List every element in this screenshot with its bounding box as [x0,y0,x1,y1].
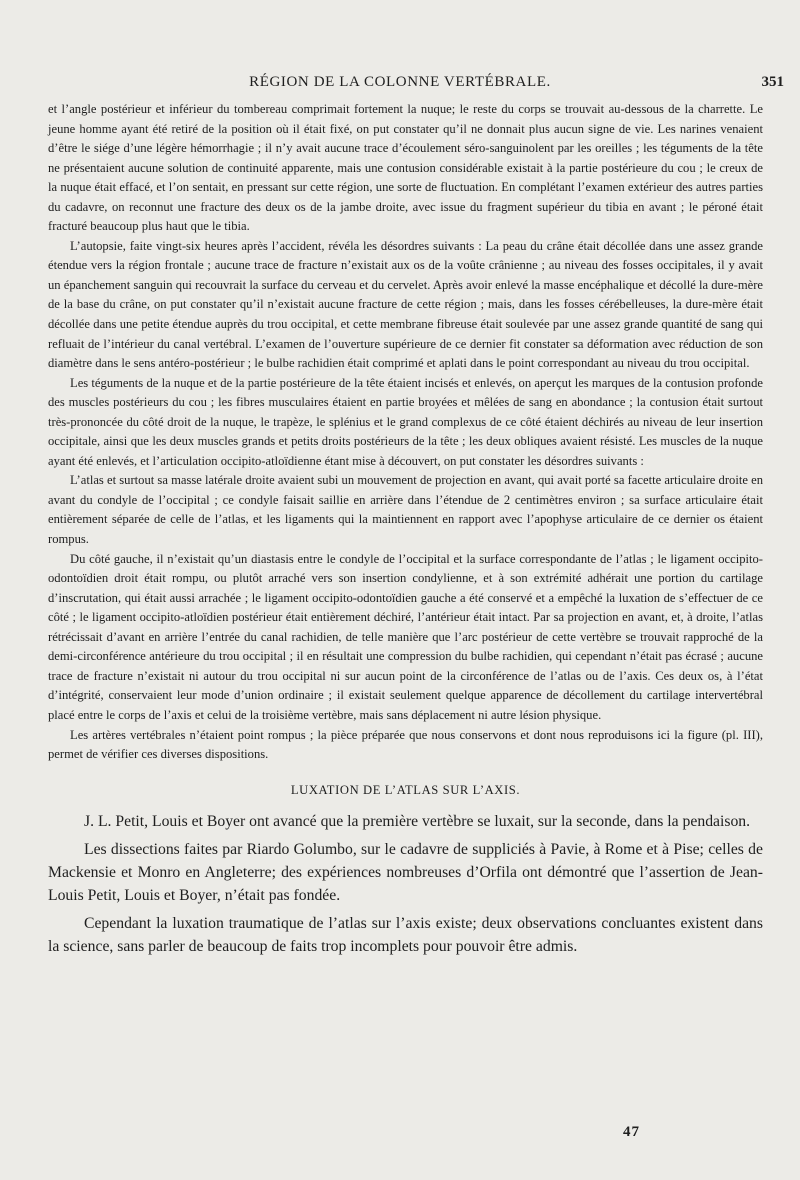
paragraph: J. L. Petit, Louis et Boyer ont avancé que la première vertèbre se luxait, sur la seconde, dans la pendaison. [84,812,751,830]
page-number: 351 [761,74,784,90]
signature-mark: 47 [623,1124,640,1140]
running-title: RÉGION DE LA COLONNE VERTÉBRALE. [249,74,551,90]
paragraph: Du côté gauche, il n’existait qu’un diastasis entre le condyle de l’occipital et la surface correspondante de l’atlas ; le ligament occipito-odontoïdien droit était rompu, ou plutôt arraché vers son insertion condylienne, et à son extrémité adhérait une portion du cartilage d’inscrutation, qui était aussi arrachée ; le ligament occipito-odontoïdien gauche a été conservé et a empêché la luxation de s’effectuer de ce côté ; le ligament occipito-atloïdien postérieur était entièrement déchiré, l’antérieur était intact. Par sa projection en avant, et, à droite, l’atlas rétrécissait d’avant en arrière l’entrée du canal rachidien, de telle manière que l’arc postérieur de cette vertèbre se trouvait rapproché de la demi-circonférence antérieure du trou occipital ; il en résultait une compression du bulbe rachidien, qui cependant n’était pas écrasé ; aucune trace de fracture n’existait ni autour du trou occipital ni sur aucun point de la circonférence de l’atlas ou de l’axis. Ces deux os, à l’état d’intégrité, conservaient leur mode d’union ordinaire ; il existait seulement quelque apparence de décollement du cartilage intervertébral placé entre le corps de l’axis et celui de la troisième vertèbre, mais sans déplacement ni autre lésion physique. [48,551,763,722]
paragraph: L’atlas et surtout sa masse latérale droite avaient subi un mouvement de projection en avant, qui avait porté sa facette articulaire droite en avant du condyle de l’occipital ; ce condyle faisait saillie en arrière dans l’étendue de 2 centimètres environ ; sa surface articulaire était entièrement séparée de celle de l’atlas, et les ligaments qui la maintiennent en rapport avec l’apophyse articulaire de ce dernier os étaient rompus. [48,473,763,547]
paragraph: Les artères vertébrales n’étaient point rompus ; la pièce préparée que nous conservons et dont nous reproduisons ici la figure (pl. III), permet de vérifier ces diverses dispositions. [48,727,763,762]
paragraph: Cependant la luxation traumatique de l’atlas sur l’axis existe; deux observations concluantes existent dans la science, sans parler de beaucoup de faits trop incomplets pour pouvoir être admis. [48,914,763,955]
page-body [48,100,763,958]
section-text [48,810,763,958]
paragraph: Les téguments de la nuque et de la partie postérieure de la tête étaient incisés et enlevés, on aperçut les marques de la contusion profonde des muscles postérieurs du cou ; les fibres musculaires étaient en partie broyées et mêlées de sang en abondance ; la contusion était surtout très-prononcée du côté droit de la nuque, le trapèze, le splénius et le grand complexus de ce côté étaient déchirés au niveau de leur insertion occipitale, ainsi que les deux muscles grands et petits droits postérieurs de la tête ; les deux obliques avaient résisté. Les muscles de la nuque ayant été enlevés, et l’articulation occipito-atloïdienne étant mise à découvert, on put constater les désordres suivants : [48,375,763,468]
paragraph: et l’angle postérieur et inférieur du tombereau comprimait fortement la nuque; le reste du corps se trouvait au-dessous de la charrette. Le jeune homme ayant été retiré de la position où il était fixé, on put constater qu’il ne donnait plus aucun signe de vie. Les narines venaient d’être le siége d’une légère hémorrhagie ; il n’y avait aucune trace d’écoulement séro-sanguinolent par les oreilles ; les téguments de la tête ne présentaient aucune solution de continuité apparente, mais une contusion considérable existait à la partie postérieure du cou ; le creux de la nuque était effacé, et l’on sentait, en pressant sur cette région, une sorte de fluctuation. En complétant l’examen extérieur des autres parties du cadavre, on reconnut une fracture des deux os de la jambe droite, avec issue du fragment supérieur du tibia en avant ; le péroné était fracturé beaucoup plus haut que le tibia. [48,102,763,234]
paragraph: L’autopsie, faite vingt-six heures après l’accident, révéla les désordres suivants : La peau du crâne était décollée dans une assez grande étendue vers la région frontale ; aucune trace de fracture n’existait aux os de la voûte crânienne ; au niveau des fosses occipitales, il y avait un épanchement sanguin qui recouvrait la surface du cerveau et du cervelet. Après avoir enlevé la masse encéphalique et décollé la dure-mère de la base du crâne, on put constater qu’il n’existait aucune fracture de cette région ; mais, dans les fosses cérébelleuses, la dure-mère était décollée dans une petite étendue auprès du trou occipital, et cette membrane fibreuse était soulevée par une assez grande quantité de sang qui refluait de l’intérieur du canal vertébral. L’examen de l’ouverture supérieure de ce dernier fit constater sa déformation avec réduction de son diamètre dans le sens antéro-postérieur ; le bulbe rachidien était comprimé et aplati dans le point correspondant au niveau du trou occipital. [48,238,763,371]
paragraph: Les dissections faites par Riardo Golumbo, sur le cadavre de suppliciés à Pavie, à Rome et à Pise; celles de Mackensie et Monro en Angleterre; des expériences nombreuses d’Orfila ont démontré que l’assertion de Jean-Louis Petit, Louis et Boyer, n’était pas fondée. [48,840,763,904]
page-header [0,74,800,94]
section-title: LUXATION DE L’ATLAS SUR L’AXIS. [290,782,521,797]
case-report-text [48,100,763,765]
